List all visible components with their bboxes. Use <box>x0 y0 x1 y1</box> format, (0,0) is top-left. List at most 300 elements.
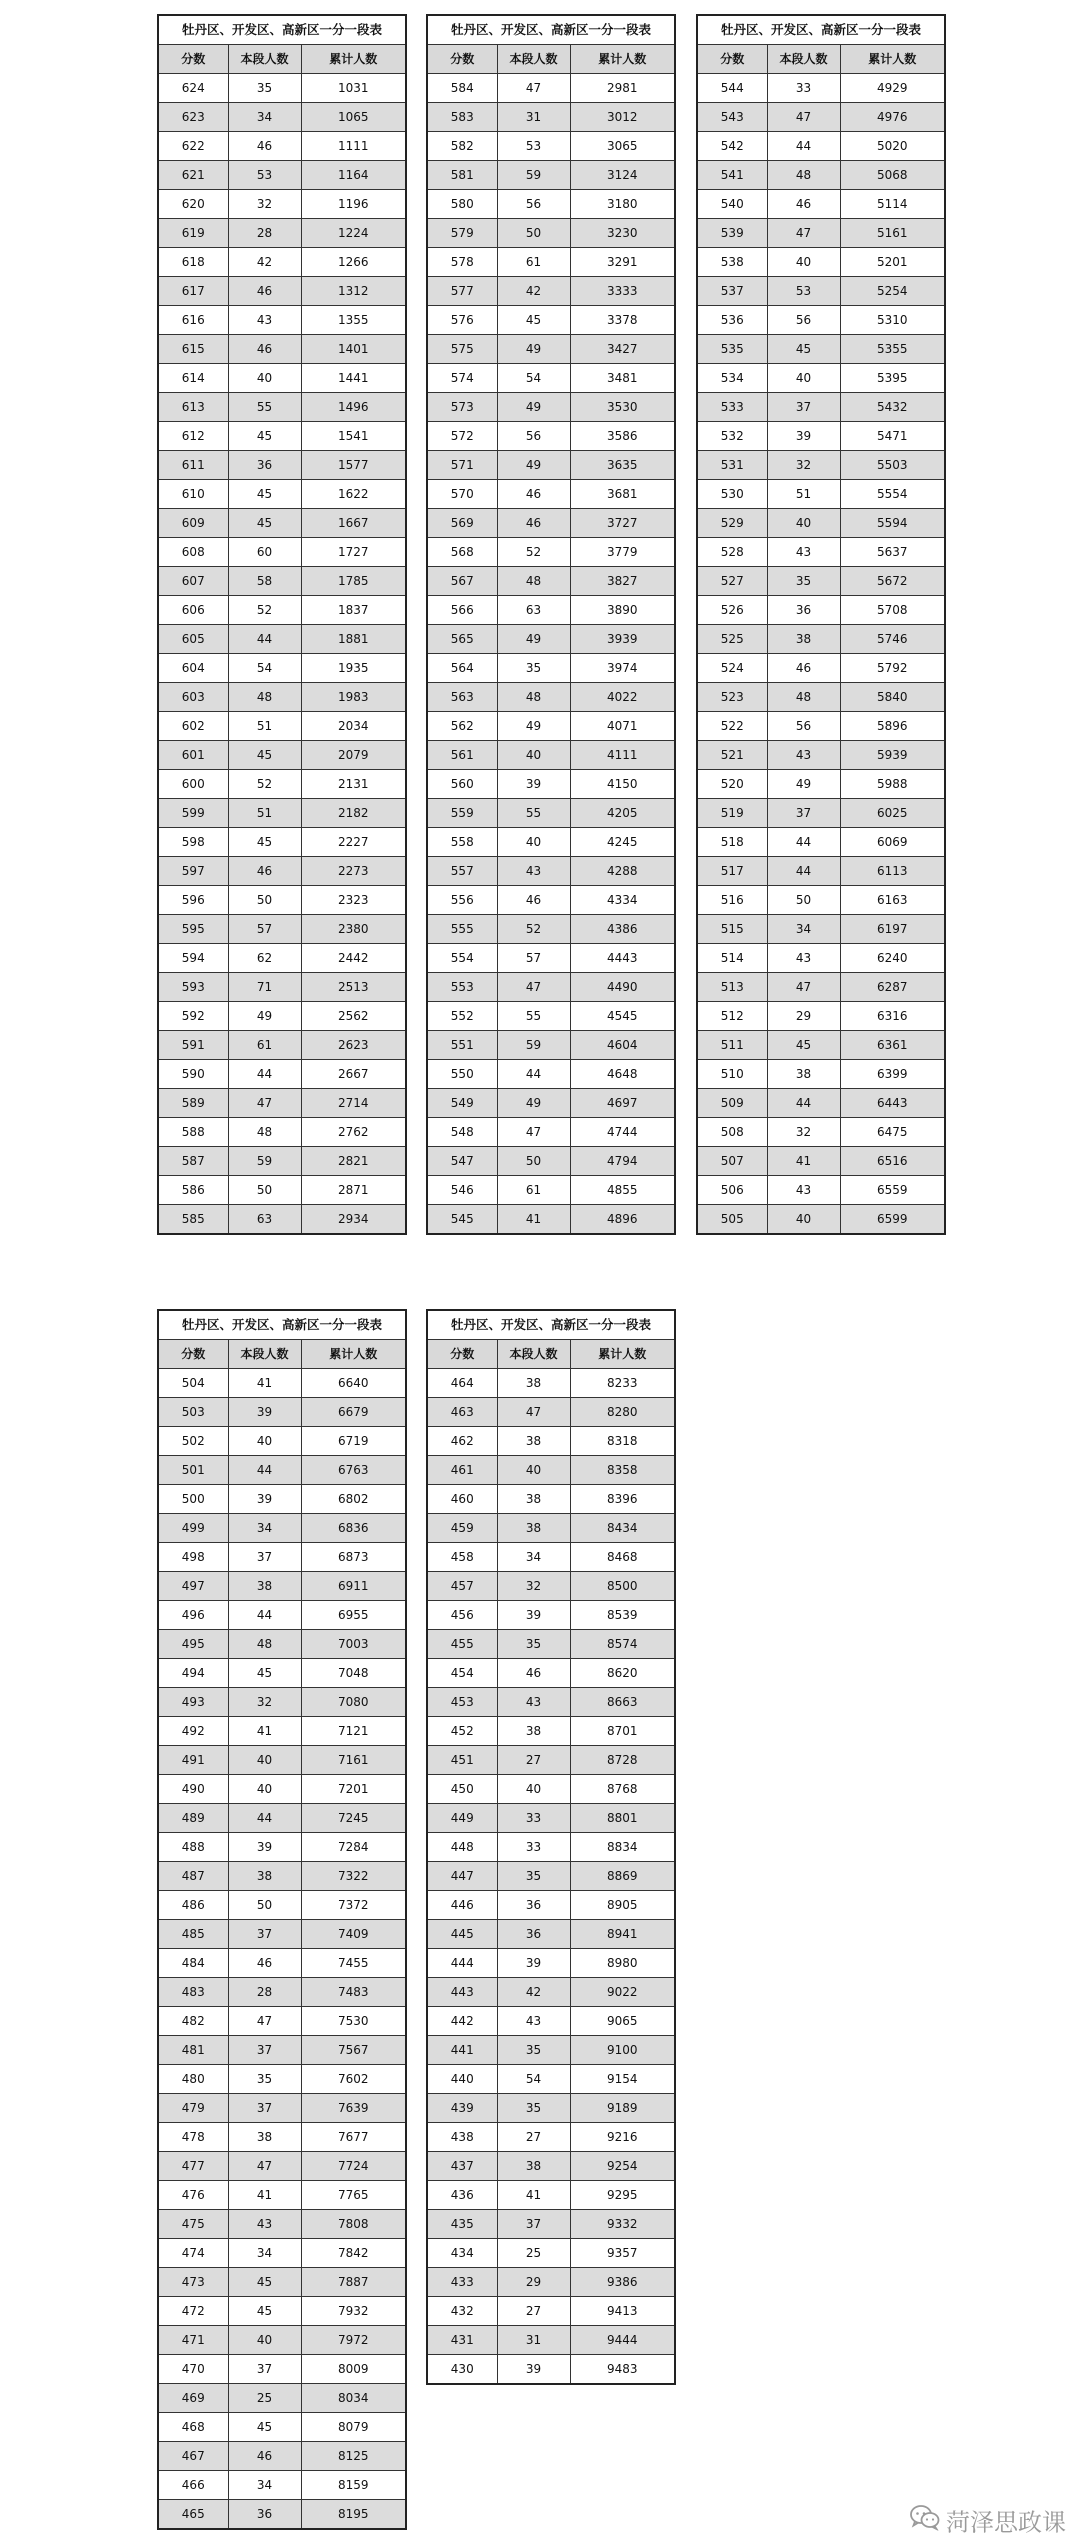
count-cell: 38 <box>497 2152 570 2181</box>
score-cell: 592 <box>158 1002 228 1031</box>
count-cell: 50 <box>228 1891 301 1920</box>
score-cell: 533 <box>697 393 767 422</box>
score-cell: 450 <box>427 1775 497 1804</box>
table-row <box>427 2355 675 2385</box>
cumulative-cell: 4150 <box>570 770 675 799</box>
score-cell: 607 <box>158 567 228 596</box>
score-cell: 555 <box>427 915 497 944</box>
cumulative-cell: 7842 <box>301 2239 406 2268</box>
table-row <box>427 74 675 103</box>
count-cell: 34 <box>497 1543 570 1572</box>
cumulative-cell: 8500 <box>570 1572 675 1601</box>
score-cell: 548 <box>427 1118 497 1147</box>
cumulative-cell: 6599 <box>840 1205 945 1235</box>
count-cell: 25 <box>228 2384 301 2413</box>
table-row <box>427 1920 675 1949</box>
count-cell: 39 <box>228 1833 301 1862</box>
score-cell: 547 <box>427 1147 497 1176</box>
count-cell: 52 <box>228 596 301 625</box>
table-row <box>158 1688 406 1717</box>
table-row <box>697 219 945 248</box>
table-row <box>158 393 406 422</box>
score-cell: 575 <box>427 335 497 364</box>
count-cell: 54 <box>497 364 570 393</box>
score-cell: 581 <box>427 161 497 190</box>
table-row <box>158 1060 406 1089</box>
cumulative-cell: 9483 <box>570 2355 675 2385</box>
score-cell: 622 <box>158 132 228 161</box>
count-cell: 49 <box>497 393 570 422</box>
score-cell: 564 <box>427 654 497 683</box>
score-cell: 554 <box>427 944 497 973</box>
count-cell: 44 <box>767 828 840 857</box>
table-row <box>697 364 945 393</box>
cumulative-cell: 5114 <box>840 190 945 219</box>
table-row <box>697 161 945 190</box>
count-cell: 40 <box>228 1775 301 1804</box>
cumulative-cell: 3378 <box>570 306 675 335</box>
cumulative-cell: 5310 <box>840 306 945 335</box>
score-cell: 516 <box>697 886 767 915</box>
score-cell: 494 <box>158 1659 228 1688</box>
count-cell: 45 <box>228 2413 301 2442</box>
table-row <box>427 1862 675 1891</box>
table-row <box>697 248 945 277</box>
cumulative-cell: 8318 <box>570 1427 675 1456</box>
cumulative-cell: 7201 <box>301 1775 406 1804</box>
count-cell: 55 <box>497 1002 570 1031</box>
table-row <box>158 132 406 161</box>
cumulative-cell: 7765 <box>301 2181 406 2210</box>
table-row <box>427 277 675 306</box>
table-row <box>158 74 406 103</box>
score-cell: 481 <box>158 2036 228 2065</box>
score-cell: 522 <box>697 712 767 741</box>
score-cell: 517 <box>697 857 767 886</box>
cumulative-cell: 1622 <box>301 480 406 509</box>
table-row <box>158 1949 406 1978</box>
score-cell: 456 <box>427 1601 497 1630</box>
score-cell: 614 <box>158 364 228 393</box>
cumulative-cell: 1441 <box>301 364 406 393</box>
cumulative-cell: 4334 <box>570 886 675 915</box>
cumulative-cell: 1031 <box>301 74 406 103</box>
score-cell: 466 <box>158 2471 228 2500</box>
count-cell: 50 <box>497 219 570 248</box>
cumulative-cell: 7602 <box>301 2065 406 2094</box>
table-row <box>697 770 945 799</box>
count-cell: 39 <box>228 1398 301 1427</box>
score-cell: 606 <box>158 596 228 625</box>
cumulative-cell: 5020 <box>840 132 945 161</box>
count-cell: 43 <box>497 1688 570 1717</box>
cumulative-cell: 5355 <box>840 335 945 364</box>
table-row <box>697 915 945 944</box>
table-row <box>427 857 675 886</box>
table-row <box>158 2326 406 2355</box>
cumulative-cell: 4386 <box>570 915 675 944</box>
cumulative-cell: 7677 <box>301 2123 406 2152</box>
cumulative-cell: 2667 <box>301 1060 406 1089</box>
table-row <box>158 741 406 770</box>
table-row <box>427 103 675 132</box>
score-cell: 529 <box>697 509 767 538</box>
cumulative-cell: 6719 <box>301 1427 406 1456</box>
table-row <box>697 1147 945 1176</box>
cumulative-cell: 8233 <box>570 1369 675 1398</box>
table-row <box>697 422 945 451</box>
cumulative-cell: 3890 <box>570 596 675 625</box>
count-cell: 47 <box>497 1398 570 1427</box>
count-cell: 46 <box>228 277 301 306</box>
cumulative-cell: 5594 <box>840 509 945 538</box>
table-row <box>158 654 406 683</box>
table-row <box>158 103 406 132</box>
count-cell: 44 <box>228 1601 301 1630</box>
cumulative-cell: 1667 <box>301 509 406 538</box>
cumulative-cell: 6197 <box>840 915 945 944</box>
count-cell: 39 <box>767 422 840 451</box>
score-cell: 534 <box>697 364 767 393</box>
cumulative-cell: 7455 <box>301 1949 406 1978</box>
table-row <box>158 1717 406 1746</box>
score-cell: 440 <box>427 2065 497 2094</box>
count-cell: 39 <box>228 1485 301 1514</box>
count-cell: 32 <box>228 190 301 219</box>
score-cell: 438 <box>427 2123 497 2152</box>
count-cell: 71 <box>228 973 301 1002</box>
cumulative-cell: 9386 <box>570 2268 675 2297</box>
cumulative-cell: 9413 <box>570 2297 675 2326</box>
table-row <box>158 2007 406 2036</box>
table-row <box>158 538 406 567</box>
score-cell: 568 <box>427 538 497 567</box>
score-cell: 615 <box>158 335 228 364</box>
cumulative-cell: 6836 <box>301 1514 406 1543</box>
cumulative-cell: 3635 <box>570 451 675 480</box>
score-cell: 527 <box>697 567 767 596</box>
header-count: 本段人数 <box>228 45 301 74</box>
count-cell: 38 <box>228 2123 301 2152</box>
score-cell: 443 <box>427 1978 497 2007</box>
cumulative-cell: 5471 <box>840 422 945 451</box>
score-cell: 576 <box>427 306 497 335</box>
score-cell: 612 <box>158 422 228 451</box>
table-row <box>158 161 406 190</box>
score-cell: 550 <box>427 1060 497 1089</box>
count-cell: 48 <box>767 161 840 190</box>
count-cell: 45 <box>228 2268 301 2297</box>
wechat-icon <box>910 2504 940 2536</box>
count-cell: 44 <box>228 1456 301 1485</box>
table-row <box>427 2065 675 2094</box>
table-row <box>427 1775 675 1804</box>
count-cell: 32 <box>497 1572 570 1601</box>
table-row <box>697 1031 945 1060</box>
count-cell: 37 <box>497 2210 570 2239</box>
cumulative-cell: 6399 <box>840 1060 945 1089</box>
table-row <box>158 915 406 944</box>
table-row <box>427 625 675 654</box>
table-row <box>697 277 945 306</box>
count-cell: 48 <box>767 683 840 712</box>
count-cell: 40 <box>767 364 840 393</box>
count-cell: 46 <box>767 654 840 683</box>
score-cell: 488 <box>158 1833 228 1862</box>
table-row <box>158 1978 406 2007</box>
cumulative-cell: 8728 <box>570 1746 675 1775</box>
table-row <box>697 886 945 915</box>
count-cell: 43 <box>767 1176 840 1205</box>
cumulative-cell: 1266 <box>301 248 406 277</box>
count-cell: 46 <box>767 190 840 219</box>
cumulative-cell: 2273 <box>301 857 406 886</box>
cumulative-cell: 6287 <box>840 973 945 1002</box>
table-row <box>158 1601 406 1630</box>
table-row <box>427 712 675 741</box>
table-row <box>158 1205 406 1235</box>
count-cell: 43 <box>767 741 840 770</box>
cumulative-cell: 5672 <box>840 567 945 596</box>
table-row <box>697 654 945 683</box>
header-score: 分数 <box>427 1340 497 1369</box>
score-cell: 589 <box>158 1089 228 1118</box>
cumulative-cell: 6955 <box>301 1601 406 1630</box>
cumulative-cell: 4288 <box>570 857 675 886</box>
table-row <box>427 306 675 335</box>
cumulative-cell: 3939 <box>570 625 675 654</box>
count-cell: 35 <box>228 2065 301 2094</box>
table-row <box>697 596 945 625</box>
count-cell: 39 <box>497 1601 570 1630</box>
score-cell: 573 <box>427 393 497 422</box>
score-cell: 543 <box>697 103 767 132</box>
table-row <box>427 1833 675 1862</box>
score-cell: 442 <box>427 2007 497 2036</box>
cumulative-cell: 1355 <box>301 306 406 335</box>
table-row <box>697 741 945 770</box>
score-cell: 521 <box>697 741 767 770</box>
score-cell: 532 <box>697 422 767 451</box>
count-cell: 40 <box>228 2326 301 2355</box>
table-row <box>158 712 406 741</box>
cumulative-cell: 7724 <box>301 2152 406 2181</box>
cumulative-cell: 9154 <box>570 2065 675 2094</box>
table-row <box>427 335 675 364</box>
score-table <box>157 14 407 1235</box>
count-cell: 38 <box>767 1060 840 1089</box>
score-cell: 519 <box>697 799 767 828</box>
count-cell: 49 <box>497 335 570 364</box>
score-cell: 444 <box>427 1949 497 1978</box>
count-cell: 59 <box>497 1031 570 1060</box>
table-row <box>697 712 945 741</box>
cumulative-cell: 7048 <box>301 1659 406 1688</box>
count-cell: 53 <box>228 161 301 190</box>
score-cell: 610 <box>158 480 228 509</box>
cumulative-cell: 6679 <box>301 1398 406 1427</box>
table-row <box>427 1746 675 1775</box>
table-row <box>427 1176 675 1205</box>
cumulative-cell: 9332 <box>570 2210 675 2239</box>
score-cell: 477 <box>158 2152 228 2181</box>
table-row <box>158 1118 406 1147</box>
table-row <box>158 886 406 915</box>
table-row <box>158 683 406 712</box>
header-cumulative: 累计人数 <box>301 1340 406 1369</box>
score-cell: 446 <box>427 1891 497 1920</box>
count-cell: 41 <box>228 2181 301 2210</box>
table-row <box>158 277 406 306</box>
header-count: 本段人数 <box>767 45 840 74</box>
cumulative-cell: 7245 <box>301 1804 406 1833</box>
table-row <box>427 219 675 248</box>
table-row <box>158 451 406 480</box>
table-row <box>427 596 675 625</box>
cumulative-cell: 3974 <box>570 654 675 683</box>
score-cell: 431 <box>427 2326 497 2355</box>
count-cell: 44 <box>228 1060 301 1089</box>
count-cell: 52 <box>228 770 301 799</box>
cumulative-cell: 8396 <box>570 1485 675 1514</box>
table-row <box>158 2442 406 2471</box>
table-row <box>697 335 945 364</box>
cumulative-cell: 6475 <box>840 1118 945 1147</box>
cumulative-cell: 3779 <box>570 538 675 567</box>
score-cell: 478 <box>158 2123 228 2152</box>
cumulative-cell: 6802 <box>301 1485 406 1514</box>
header-score: 分数 <box>427 45 497 74</box>
cumulative-cell: 4744 <box>570 1118 675 1147</box>
count-cell: 42 <box>228 248 301 277</box>
table-row <box>158 799 406 828</box>
score-cell: 580 <box>427 190 497 219</box>
cumulative-cell: 8159 <box>301 2471 406 2500</box>
table-row <box>697 451 945 480</box>
count-cell: 56 <box>497 190 570 219</box>
score-cell: 502 <box>158 1427 228 1456</box>
cumulative-cell: 1785 <box>301 567 406 596</box>
score-cell: 565 <box>427 625 497 654</box>
cumulative-cell: 3065 <box>570 132 675 161</box>
count-cell: 45 <box>767 1031 840 1060</box>
cumulative-cell: 7409 <box>301 1920 406 1949</box>
count-cell: 39 <box>497 770 570 799</box>
table-row <box>158 2384 406 2413</box>
cumulative-cell: 7161 <box>301 1746 406 1775</box>
cumulative-cell: 8009 <box>301 2355 406 2384</box>
score-cell: 557 <box>427 857 497 886</box>
score-cell: 623 <box>158 103 228 132</box>
table-row <box>158 973 406 1002</box>
table-row <box>427 2268 675 2297</box>
count-cell: 43 <box>228 2210 301 2239</box>
count-cell: 44 <box>767 132 840 161</box>
count-cell: 44 <box>767 857 840 886</box>
cumulative-cell: 8434 <box>570 1514 675 1543</box>
score-cell: 577 <box>427 277 497 306</box>
score-cell: 498 <box>158 1543 228 1572</box>
count-cell: 45 <box>228 480 301 509</box>
cumulative-cell: 2981 <box>570 74 675 103</box>
table-row <box>427 2181 675 2210</box>
count-cell: 51 <box>228 799 301 828</box>
score-cell: 501 <box>158 1456 228 1485</box>
table-row <box>427 2094 675 2123</box>
table-row <box>158 1398 406 1427</box>
score-cell: 496 <box>158 1601 228 1630</box>
table-row <box>158 2181 406 2210</box>
count-cell: 50 <box>228 1176 301 1205</box>
table-row <box>427 1688 675 1717</box>
table-row <box>427 567 675 596</box>
cumulative-cell: 7567 <box>301 2036 406 2065</box>
count-cell: 37 <box>228 2036 301 2065</box>
count-cell: 36 <box>767 596 840 625</box>
table-row <box>427 1118 675 1147</box>
score-cell: 493 <box>158 1688 228 1717</box>
table-row <box>427 1514 675 1543</box>
table-row <box>158 828 406 857</box>
cumulative-cell: 5988 <box>840 770 945 799</box>
count-cell: 35 <box>228 74 301 103</box>
header-score: 分数 <box>697 45 767 74</box>
cumulative-cell: 5746 <box>840 625 945 654</box>
table-title: 牡丹区、开发区、高新区一分一段表 <box>697 15 945 45</box>
table-row <box>427 1060 675 1089</box>
count-cell: 44 <box>767 1089 840 1118</box>
count-cell: 47 <box>228 2007 301 2036</box>
count-cell: 32 <box>767 451 840 480</box>
cumulative-cell: 5896 <box>840 712 945 741</box>
count-cell: 35 <box>497 2036 570 2065</box>
table-row <box>158 2268 406 2297</box>
table-row <box>427 828 675 857</box>
cumulative-cell: 6113 <box>840 857 945 886</box>
table-row <box>427 1205 675 1235</box>
table-row <box>427 2239 675 2268</box>
table-row <box>697 509 945 538</box>
table-row <box>427 1002 675 1031</box>
table-row <box>427 538 675 567</box>
score-cell: 432 <box>427 2297 497 2326</box>
count-cell: 37 <box>228 2094 301 2123</box>
table-row <box>158 1543 406 1572</box>
score-cell: 514 <box>697 944 767 973</box>
score-cell: 571 <box>427 451 497 480</box>
cumulative-cell: 9357 <box>570 2239 675 2268</box>
cumulative-cell: 5503 <box>840 451 945 480</box>
score-cell: 447 <box>427 1862 497 1891</box>
count-cell: 50 <box>497 1147 570 1176</box>
count-cell: 34 <box>228 103 301 132</box>
score-cell: 506 <box>697 1176 767 1205</box>
cumulative-cell: 1935 <box>301 654 406 683</box>
score-cell: 505 <box>697 1205 767 1235</box>
count-cell: 41 <box>767 1147 840 1176</box>
score-cell: 537 <box>697 277 767 306</box>
table-row <box>697 567 945 596</box>
table-row <box>697 1205 945 1235</box>
count-cell: 46 <box>497 480 570 509</box>
cumulative-cell: 6873 <box>301 1543 406 1572</box>
cumulative-cell: 8905 <box>570 1891 675 1920</box>
table-row <box>427 1659 675 1688</box>
table-row <box>427 132 675 161</box>
score-cell: 609 <box>158 509 228 538</box>
count-cell: 47 <box>228 2152 301 2181</box>
cumulative-cell: 7284 <box>301 1833 406 1862</box>
